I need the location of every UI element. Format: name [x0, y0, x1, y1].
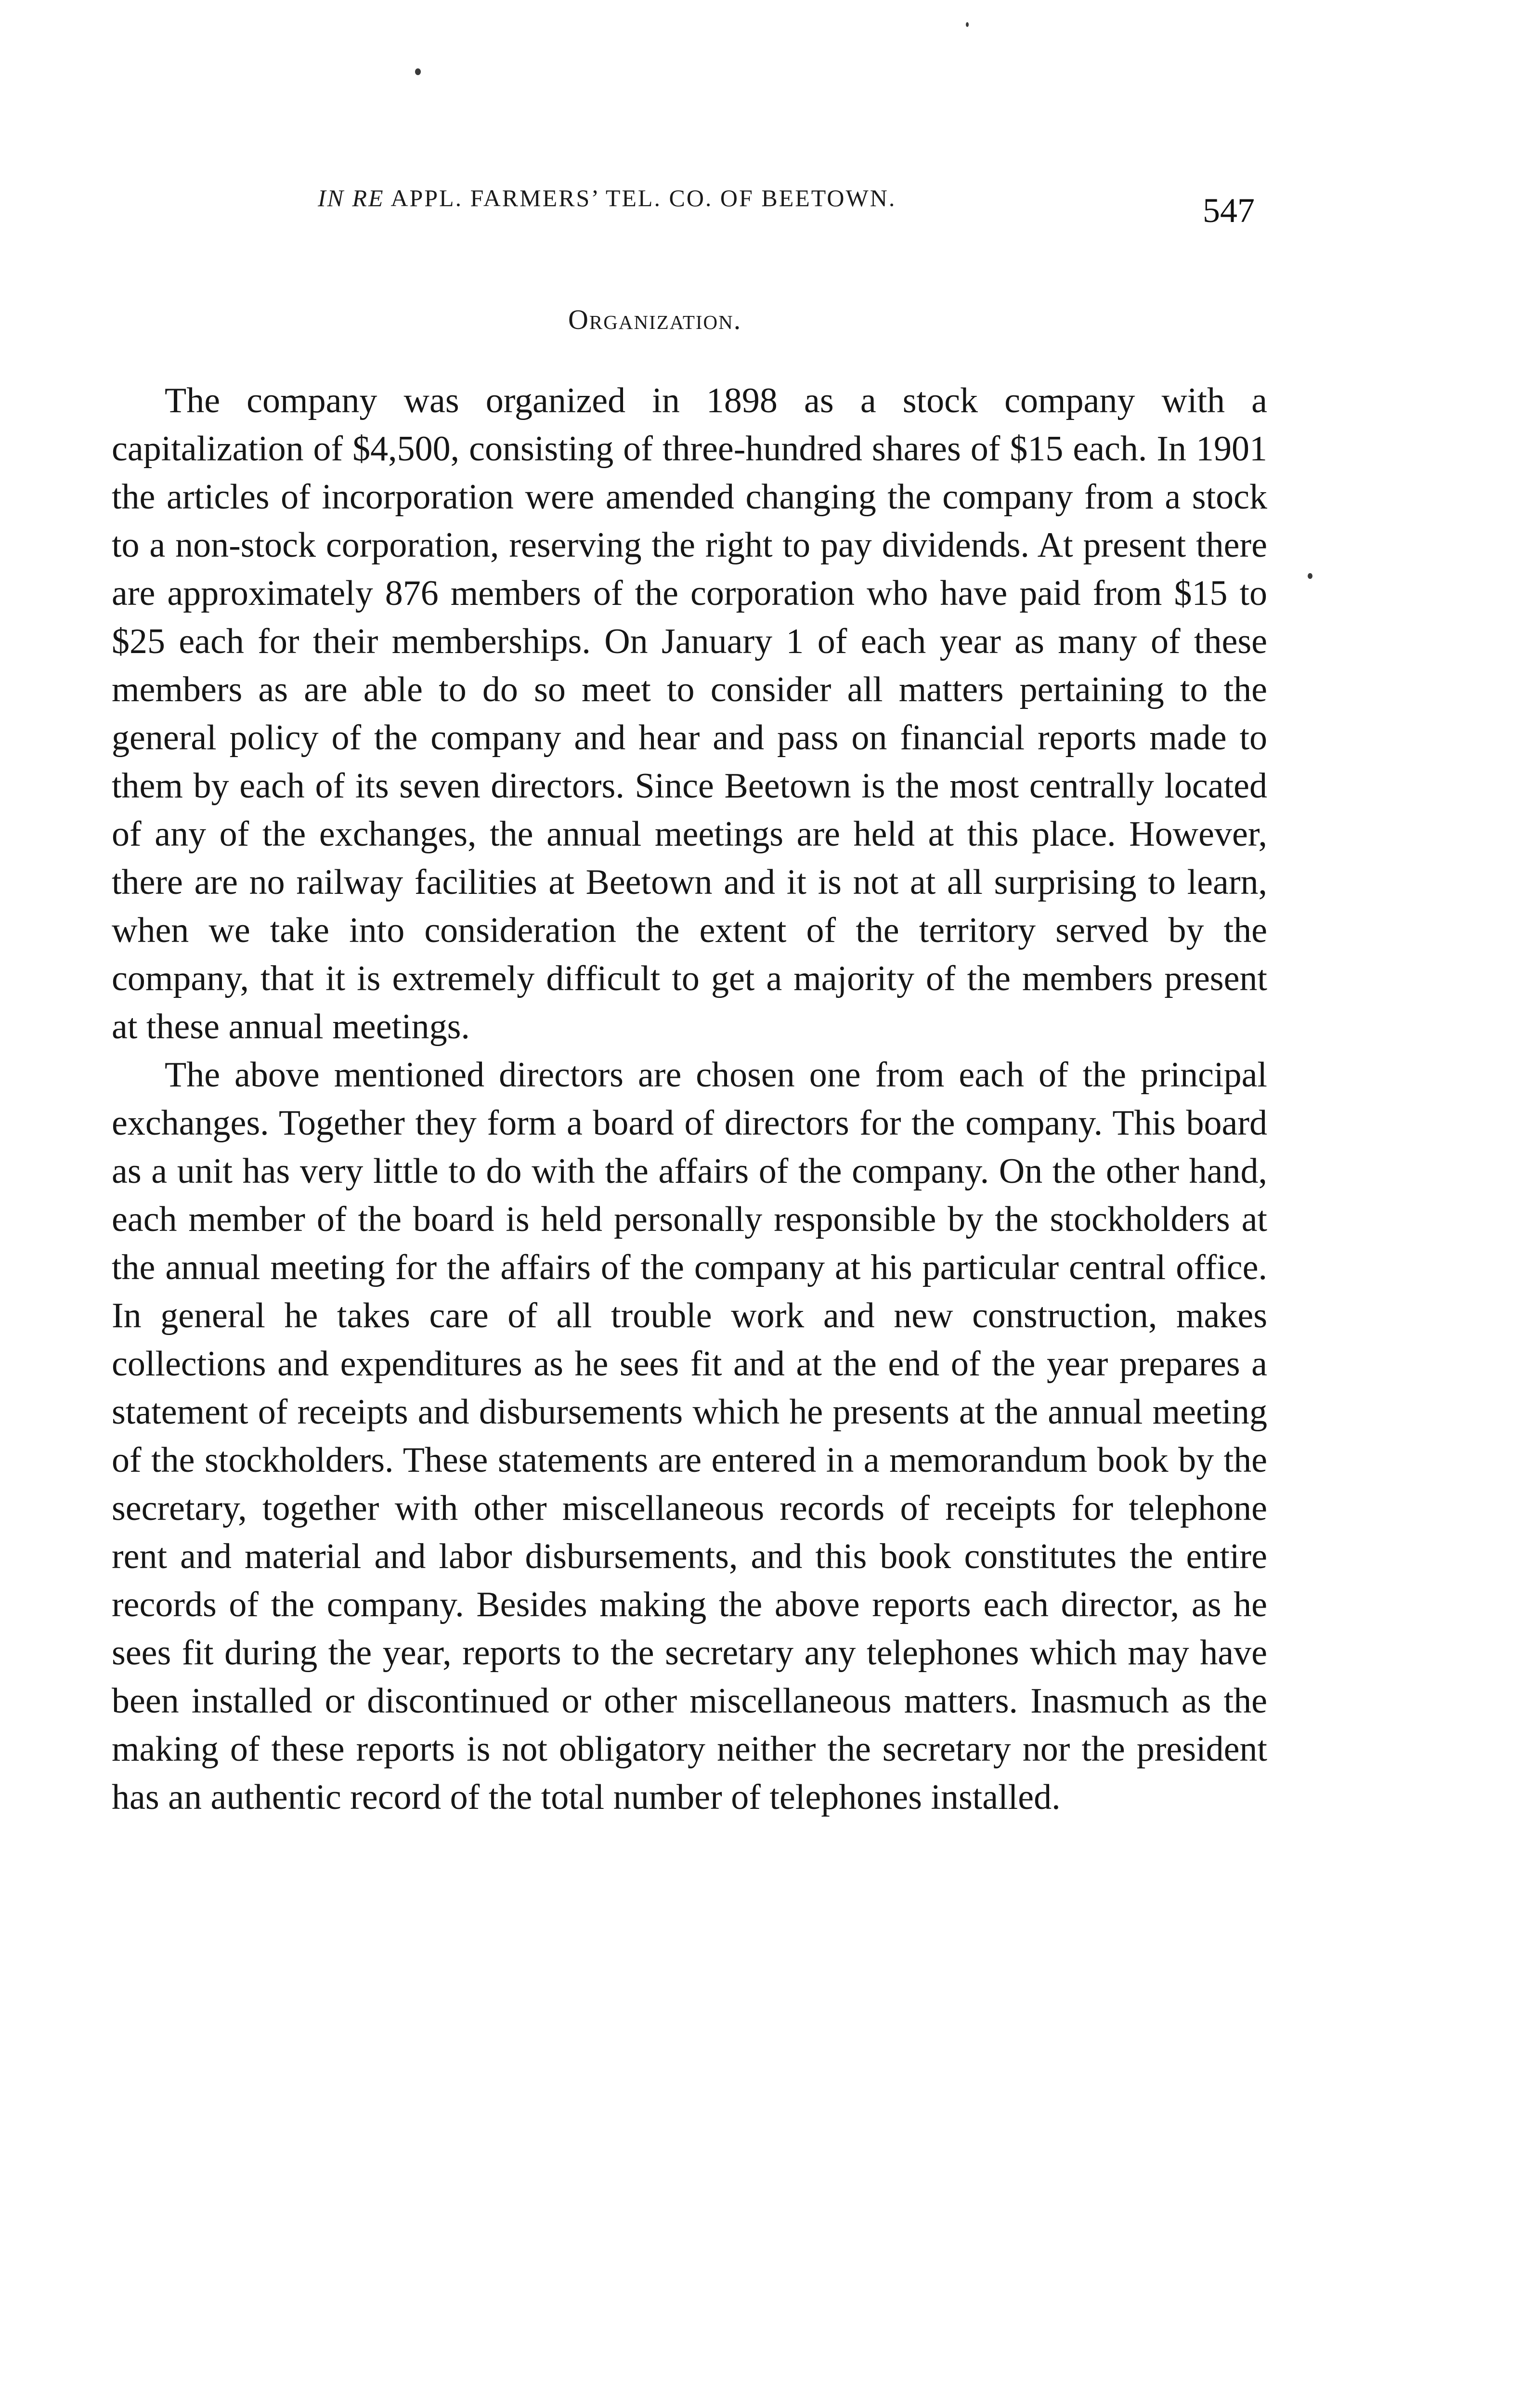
running-head: [318, 184, 896, 212]
page-number: 547: [1203, 191, 1255, 230]
scan-speck: [415, 68, 421, 75]
scan-speck: [966, 22, 969, 27]
running-head-italic: IN RE: [318, 184, 385, 211]
body-text: [112, 377, 1267, 1821]
scan-speck: [1308, 573, 1312, 579]
paragraph-directors: The above mentioned directors are chosen one from each of the principal exchanges. Together they form a board of directors for the company. This board as a unit has very little to do with the affairs of the company. On the other hand, each member of the board is held personally responsible by the stockholders at the annual meeting for the affairs of the company at his particular central office. In general he takes care of all trouble work and new construction, makes collections and expenditures as he sees fit and at the end of the year prepares a statement of receipts and disbursements which he presents at the annual meeting of the stockholders. These statements are entered in a memorandum book by the secretary, together with other miscellaneous records of receipts for telephone rent and material and labor disbursements, and this book constitutes the entire records of the company. Besides making the above reports each director, as he sees fit during the year, reports to the secretary any telephones which may have been installed or discontinued or other miscellaneous matters. Inasmuch as the making of these reports is not obligatory neither the secretary nor the president has an authentic record of the total number of telephones installed.: [112, 1055, 1267, 1817]
running-head-title: APPL. FARMERS’ TEL. CO. OF BEETOWN.: [384, 184, 896, 211]
section-heading: Organization.: [568, 304, 742, 335]
paragraph-organization: The company was organized in 1898 as a stock company with a capitalization of $4,500, consisting of three-hundred shares of $15 each. In 1901 the articles of incorporation were amended changing the company from a stock to a non-stock corporation, reserving the right to pay dividends. At present there are approximately 876 members of the corporation who have paid from $15 to $25 each for their memberships. On January 1 of each year as many of these members as are able to do so meet to consider all matters pertaining to the general policy of the company and hear and pass on financial reports made to them by each of its seven directors. Since Beetown is the most centrally located of any of the exchanges, the annual meetings are held at this place. However, there are no railway facilities at Beetown and it is not at all surprising to learn, when we take into consideration the extent of the territory served by the company, that it is extremely difficult to get a majority of the members present at these annual meetings.: [112, 381, 1267, 1047]
